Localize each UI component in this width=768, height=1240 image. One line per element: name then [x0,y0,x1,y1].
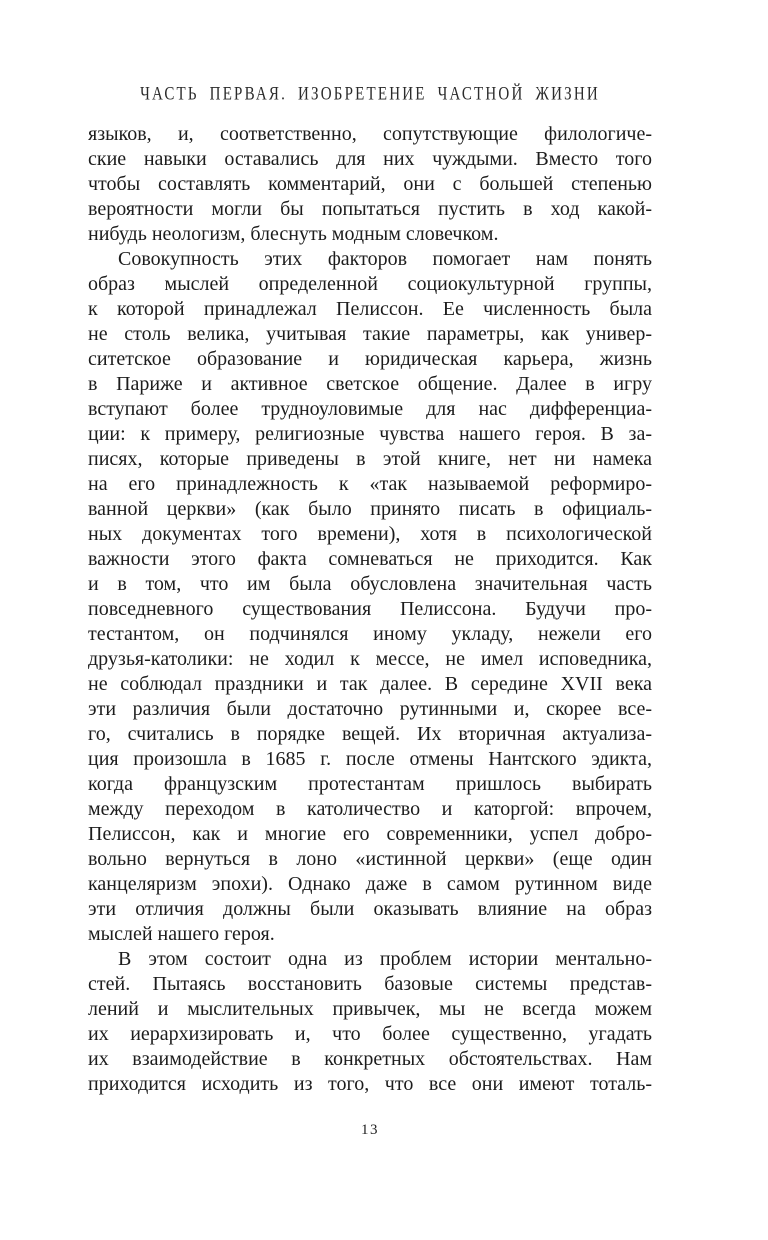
text-line: друзья-католики: не ходил к мессе, не имел исповедника, [88,648,652,670]
text-line: тестантом, он подчинялся иному укладу, нежели его [88,623,652,645]
text-line: ситетское образование и юридическая карьера, жизнь [88,348,652,370]
text-line: языков, и, соответственно, сопутствующие филологиче- [88,123,652,145]
text-line: ции: к примеру, религиозные чувства нашего героя. В за- [88,423,652,445]
text-line: вступают более трудноуловимые для нас дифференциа- [88,398,652,420]
text-line: их взаимодействие в конкретных обстоятельствах. Нам [88,1048,652,1070]
text-line: лений и мыслительных привычек, мы не всегда можем [88,998,652,1020]
text-line: нибудь неологизм, блеснуть модным словечком. [88,223,499,245]
text-line: Пелиссон, как и многие его современники, успел добро- [88,823,652,845]
text-line: писях, которые приведены в этой книге, нет ни намека [88,448,652,470]
text-line: го, считались в порядке вещей. Их вторичная актуализа- [88,723,652,745]
text-line: повседневного существования Пелиссона. Будучи про- [88,598,652,620]
text-line: не столь велика, учитывая такие параметры, как универ- [88,323,652,345]
text-line: ские навыки оставались для них чуждыми. Вместо того [88,148,652,170]
text-line: канцеляризм эпохи). Однако даже в самом рутинном виде [88,873,652,895]
text-line: важности этого факта сомневаться не приходится. Как [88,548,652,570]
text-line: на его принадлежность к «так называемой реформиро- [88,473,652,495]
text-line: стей. Пытаясь восстановить базовые системы представ- [88,973,652,995]
text-line: приходится исходить из того, что все они имеют тоталь- [88,1073,652,1095]
text-line: образ мыслей определенной социокультурной группы, [88,273,652,295]
text-line: их иерархизировать и, что более существенно, угадать [88,1023,652,1045]
text-line: чтобы составлять комментарий, они с большей степенью [88,173,652,195]
text-line: мыслей нашего героя. [88,923,275,945]
text-line: не соблюдал праздники и так далее. В середине XVII века [88,673,652,695]
text-line: и в том, что им была обусловлена значительная часть [88,573,652,595]
text-line: эти отличия должны были оказывать влияние на образ [88,898,652,920]
text-line: ция произошла в 1685 г. после отмены Нантского эдикта, [88,748,652,770]
body-text [88,122,652,1097]
text-line: в Париже и активное светское общение. Далее в игру [88,373,652,395]
text-line: эти различия были достаточно рутинными и, скорее все- [88,698,652,720]
text-line: когда французским протестантам пришлось выбирать [88,773,652,795]
text-line: ванной церкви» (как было принято писать в официаль- [88,498,652,520]
running-head-text: ЧАСТЬ ПЕРВАЯ. ИЗОБРЕТЕНИЕ ЧАСТНОЙ ЖИЗНИ [140,84,600,105]
running-head [88,84,652,105]
text-line: ных документах того времени), хотя в психологической [88,523,652,545]
text-line: вероятности могли бы попытаться пустить в ход какой- [88,198,652,220]
page-number: 13 [361,1122,379,1138]
text-line: В этом состоит одна из проблем истории ментально- [118,948,652,970]
text-line: вольно вернуться в лоно «истинной церкви» (еще один [88,848,652,870]
text-line: Совокупность этих факторов помогает нам понять [118,248,652,270]
text-line: к которой принадлежал Пелиссон. Ее численность была [88,298,652,320]
text-line: между переходом в католичество и каторгой: впрочем, [88,798,652,820]
